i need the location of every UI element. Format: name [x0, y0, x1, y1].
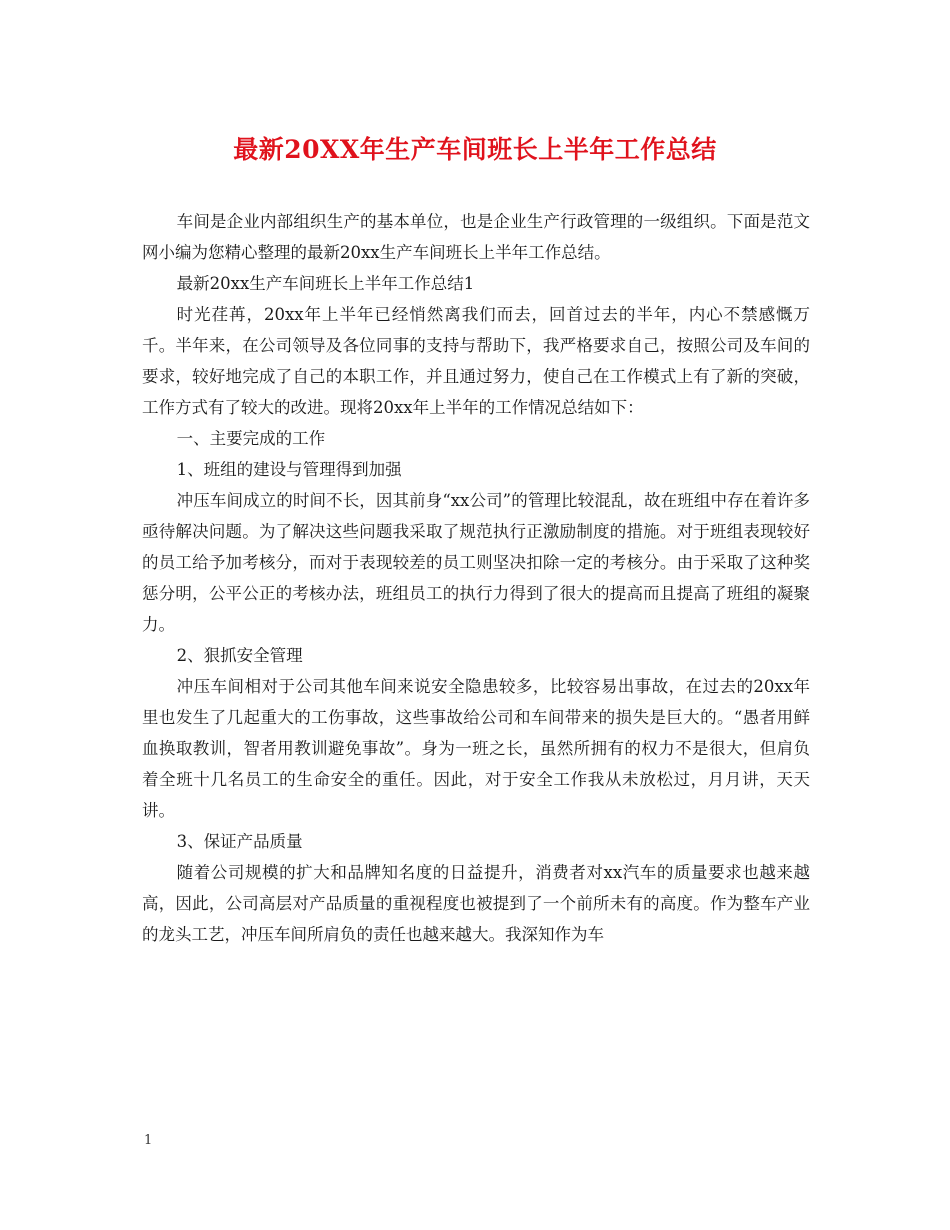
paragraph-team-building: 冲压车间成立的时间不长，因其前身“xx公司”的管理比较混乱，故在班组中存在着许多亟待解决问题。为了解决这些问题我采取了规范执行正激励制度的措施。对于班组表现较好的员工给予加考核分，而对于表现较差的员工则坚决扣除一定的考核分。由于采取了这种奖惩分明，公平公正的考核办法，班组员工的执行力得到了很大的提高而且提高了班组的凝聚力。 — [142, 491, 810, 634]
paragraph-opening: 时光荏苒，20xx年上半年已经悄然离我们而去，回首过去的半年，内心不禁感慨万千。半年来，在公司领导及各位同事的支持与帮助下，我严格要求自己，按照公司及车间的要求，较好地完成了自己的本职工作，并且通过努力，使自己在工作模式上有了新的突破，工作方式有了较大的改进。现将20xx年上半年的工作情况总结如下： — [142, 305, 810, 417]
paragraph-subtitle: 最新20xx生产车间班长上半年工作总结1 — [176, 274, 475, 293]
section-heading-main-work: 一、主要完成的工作 — [176, 429, 326, 448]
paragraph-intro: 车间是企业内部组织生产的基本单位，也是企业生产行政管理的一级组织。下面是范文网小编为您精心整理的最新20xx生产车间班长上半年工作总结。 — [142, 212, 810, 262]
subheading-quality: 3、保证产品质量 — [176, 832, 303, 851]
paragraph-quality: 随着公司规模的扩大和品牌知名度的日益提升，消费者对xx汽车的质量要求也越来越高，因此，公司高层对产品质量的重视程度也被提到了一个前所未有的高度。作为整车产业的龙头工艺，冲压车间所肩负的责任也越来越大。我深知作为车 — [142, 863, 810, 944]
document-title: 最新20XX年生产车间班长上半年工作总结 — [233, 135, 717, 164]
document-body — [142, 206, 810, 950]
subheading-safety: 2、狠抓安全管理 — [176, 646, 303, 665]
paragraph-safety: 冲压车间相对于公司其他车间来说安全隐患较多，比较容易出事故，在过去的20xx年里也发生了几起重大的工伤事故，这些事故给公司和车间带来的损失是巨大的。“愚者用鲜血换取教训，智者用教训避免事故”。身为一班之长，虽然所拥有的权力不是很大，但肩负着全班十几名员工的生命安全的重任。因此，对于安全工作我从未放松过，月月讲，天天讲。 — [142, 677, 810, 820]
page-number: 1 — [144, 1133, 153, 1148]
subheading-team-building: 1、班组的建设与管理得到加强 — [176, 460, 402, 479]
